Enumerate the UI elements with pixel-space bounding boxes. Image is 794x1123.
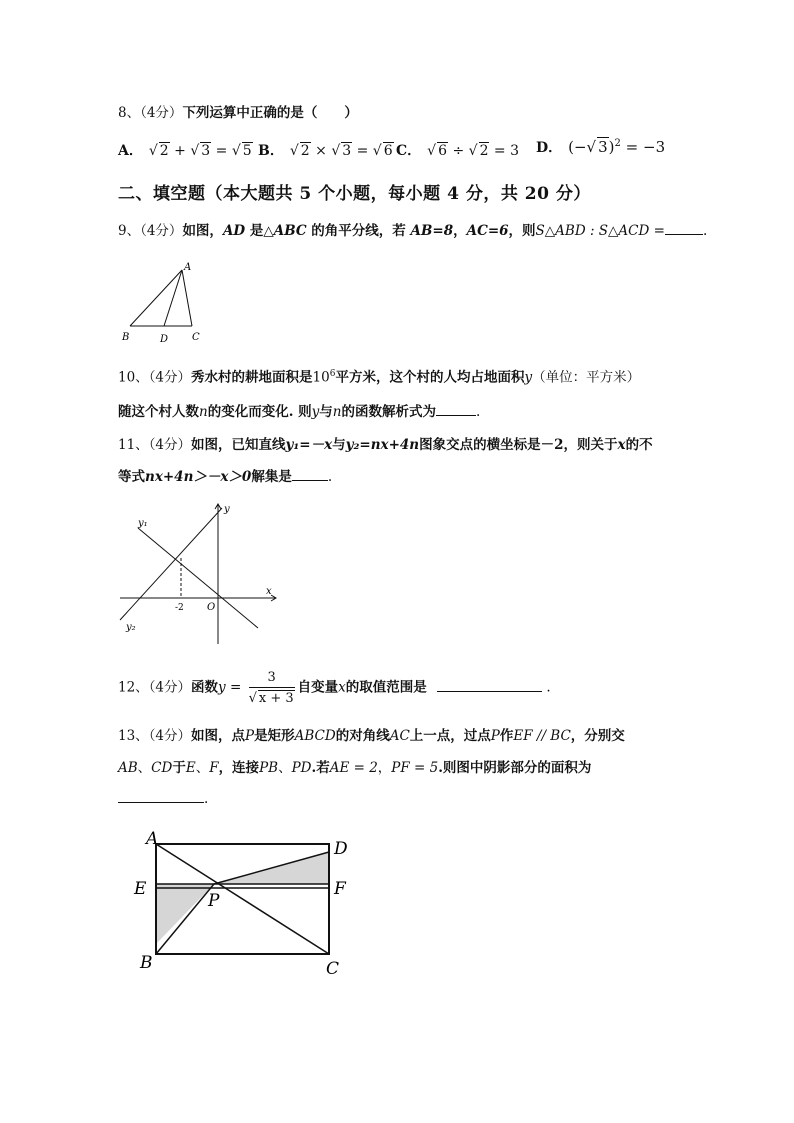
label-y1: y₁ [138, 518, 148, 529]
segment-ac [182, 270, 192, 326]
q13-line3: . [118, 793, 208, 807]
label-a: A [184, 262, 192, 273]
label-b: B [122, 332, 130, 343]
q11-line2: 等式nx+4n＞－x＞0解集是 . [118, 469, 333, 485]
section-title: 二、填空题（本大题共 5 个小题，每小题 4 分，共 20 分） [118, 184, 591, 204]
q8-option-b: B． √ 2 × √ 3 = √ 6 [258, 143, 393, 159]
q13-rectangle-figure [128, 822, 358, 987]
q8-stem: 8、（4分）下列运算中正确的是（ ） [118, 105, 358, 121]
q9-ratio: S△ABD : S△ACD = [535, 223, 665, 239]
q13-line1: 13、（4分）如图，点P是矩形ABCD的对角线AC上一点，过点P作EF // BC，分别交 [118, 728, 625, 744]
label-d: D [160, 334, 169, 345]
q11-answer-blank[interactable] [292, 480, 328, 481]
label-e: E [134, 879, 147, 899]
label-b: B [140, 953, 153, 973]
label-origin: O [207, 602, 216, 613]
q8-option-c-expr: √ 6 ÷ √ 2 = 3 [427, 143, 520, 159]
q12-answer-blank[interactable] [437, 691, 542, 692]
q9-answer-blank[interactable] [665, 234, 703, 235]
q12-fraction: $\frac{3}{√ x + 3}$ [248, 670, 294, 706]
label-d: D [334, 839, 348, 859]
shade-left-triangle [156, 884, 214, 944]
segment-ad [164, 270, 182, 326]
label-c: C [192, 332, 200, 343]
q10-line2: 随这个村人数n的变化而变化. 则y与n的函数解析式为 . [118, 404, 481, 420]
q11-graph-figure [118, 500, 288, 650]
q8-option-b-expr: √ 2 × √ 3 = √ 6 [289, 143, 393, 159]
label-c: C [326, 959, 340, 979]
label-tick-minus-2: -2 [175, 603, 184, 613]
q9-stem: 9、（4分）如图，AD 是△ABC 的角平分线，若 AB=8，AC=6，则S△ABD : S△ACD = . [118, 223, 708, 239]
line-y1 [138, 528, 258, 628]
label-x-axis: x [266, 586, 272, 597]
q12-stem: 12、（4分）函数y = $\frac{3}{√ x + 3}$ 自变量x的取值范围是 . [118, 670, 551, 706]
q8-option-a-expr: √ 2 + √ 3 = √ 5 [148, 143, 252, 159]
label-y2: y₂ [126, 622, 136, 633]
q13-line2: AB、CD于E、F，连接PB、PD.若AE = 2，PF = 5.则图中阴影部分的面积为 [118, 760, 592, 776]
q8-option-c: C． √ 6 ÷ √ 2 = 3 [396, 143, 520, 159]
label-f: F [334, 879, 346, 899]
q10-line1: 10、（4分）秀水村的耕地面积是$10^6$平方米，这个村的人均占地面积y（单位：平方米） [118, 369, 641, 386]
q10-answer-blank[interactable] [436, 415, 476, 416]
segment-ab [130, 270, 182, 326]
q8-option-d-expr: (−√ 3)$^2$ = −3 [568, 138, 666, 156]
q13-answer-blank[interactable] [118, 802, 204, 803]
q8-option-a: A． √ 2 + √ 3 = √ 5 [118, 143, 252, 159]
label-p: P [208, 891, 220, 911]
q11-line1: 11、（4分）如图，已知直线y₁=－x与y₂=nx+4n图象交点的横坐标是－2，则关于x的不 [118, 437, 653, 453]
q9-triangle-figure [118, 258, 218, 348]
label-a: A [146, 829, 159, 849]
q8-option-d: D． (−√ 3)$^2$ = −3 [536, 138, 666, 156]
label-y-axis: y [224, 504, 230, 515]
